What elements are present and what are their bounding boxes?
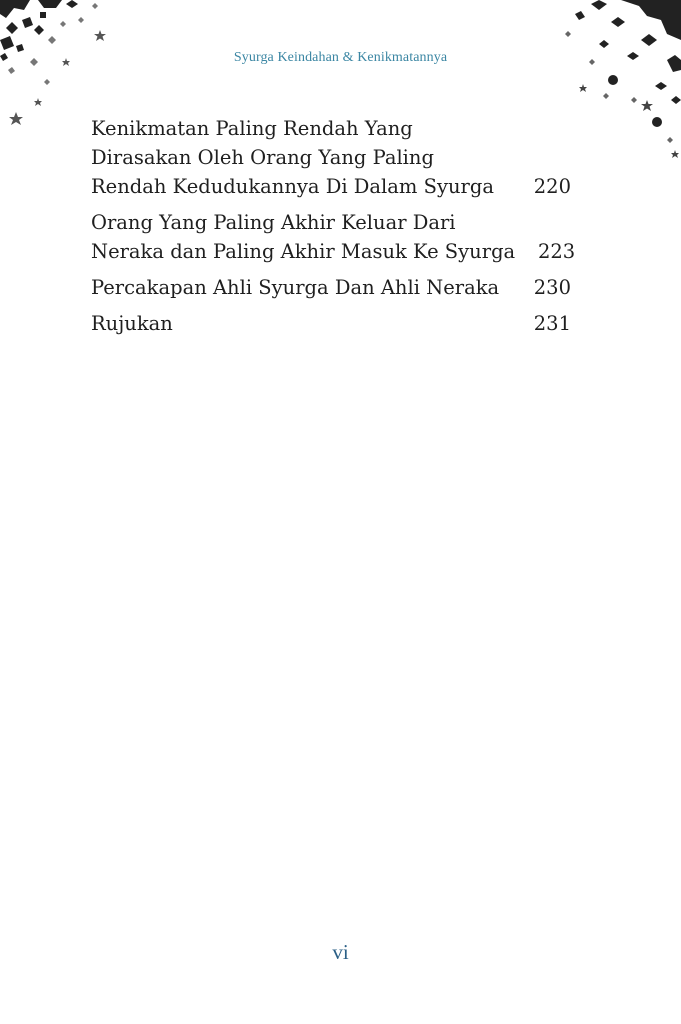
- toc-entry-page: 231: [533, 312, 571, 335]
- toc-entry-page: 223: [537, 240, 576, 263]
- toc-entry-title-line: Kenikmatan Paling Rendah Yang: [91, 117, 413, 140]
- toc-entry-title: [91, 208, 535, 266]
- toc-entry-title-line: Orang Yang Paling Akhir Keluar Dari: [91, 211, 456, 234]
- page-number: vi: [332, 940, 349, 964]
- toc-entry-title-line: Neraka dan Paling Akhir Masuk Ke Syurga: [91, 240, 516, 263]
- toc-entry: [91, 273, 571, 302]
- toc-entry: [91, 114, 571, 201]
- running-header: Syurga Keindahan & Kenikmatannya: [233, 50, 448, 65]
- toc-entry-title: [91, 273, 531, 302]
- toc-entry-title: [91, 309, 531, 338]
- table-of-contents: [91, 114, 576, 345]
- toc-entry-title-line: Dirasakan Oleh Orang Yang Paling: [91, 146, 434, 169]
- toc-entry-page: 220: [533, 175, 571, 198]
- toc-entry-title-line: Rendah Kedudukannya Di Dalam Syurga: [91, 175, 494, 198]
- toc-entry-title-line: Rujukan: [91, 312, 173, 335]
- toc-entry-title: [91, 114, 531, 201]
- toc-entry-title-line: Percakapan Ahli Syurga Dan Ahli Neraka: [91, 276, 500, 299]
- toc-entry: [91, 208, 576, 266]
- toc-entry: [91, 309, 571, 338]
- toc-entry-page: 230: [533, 276, 571, 299]
